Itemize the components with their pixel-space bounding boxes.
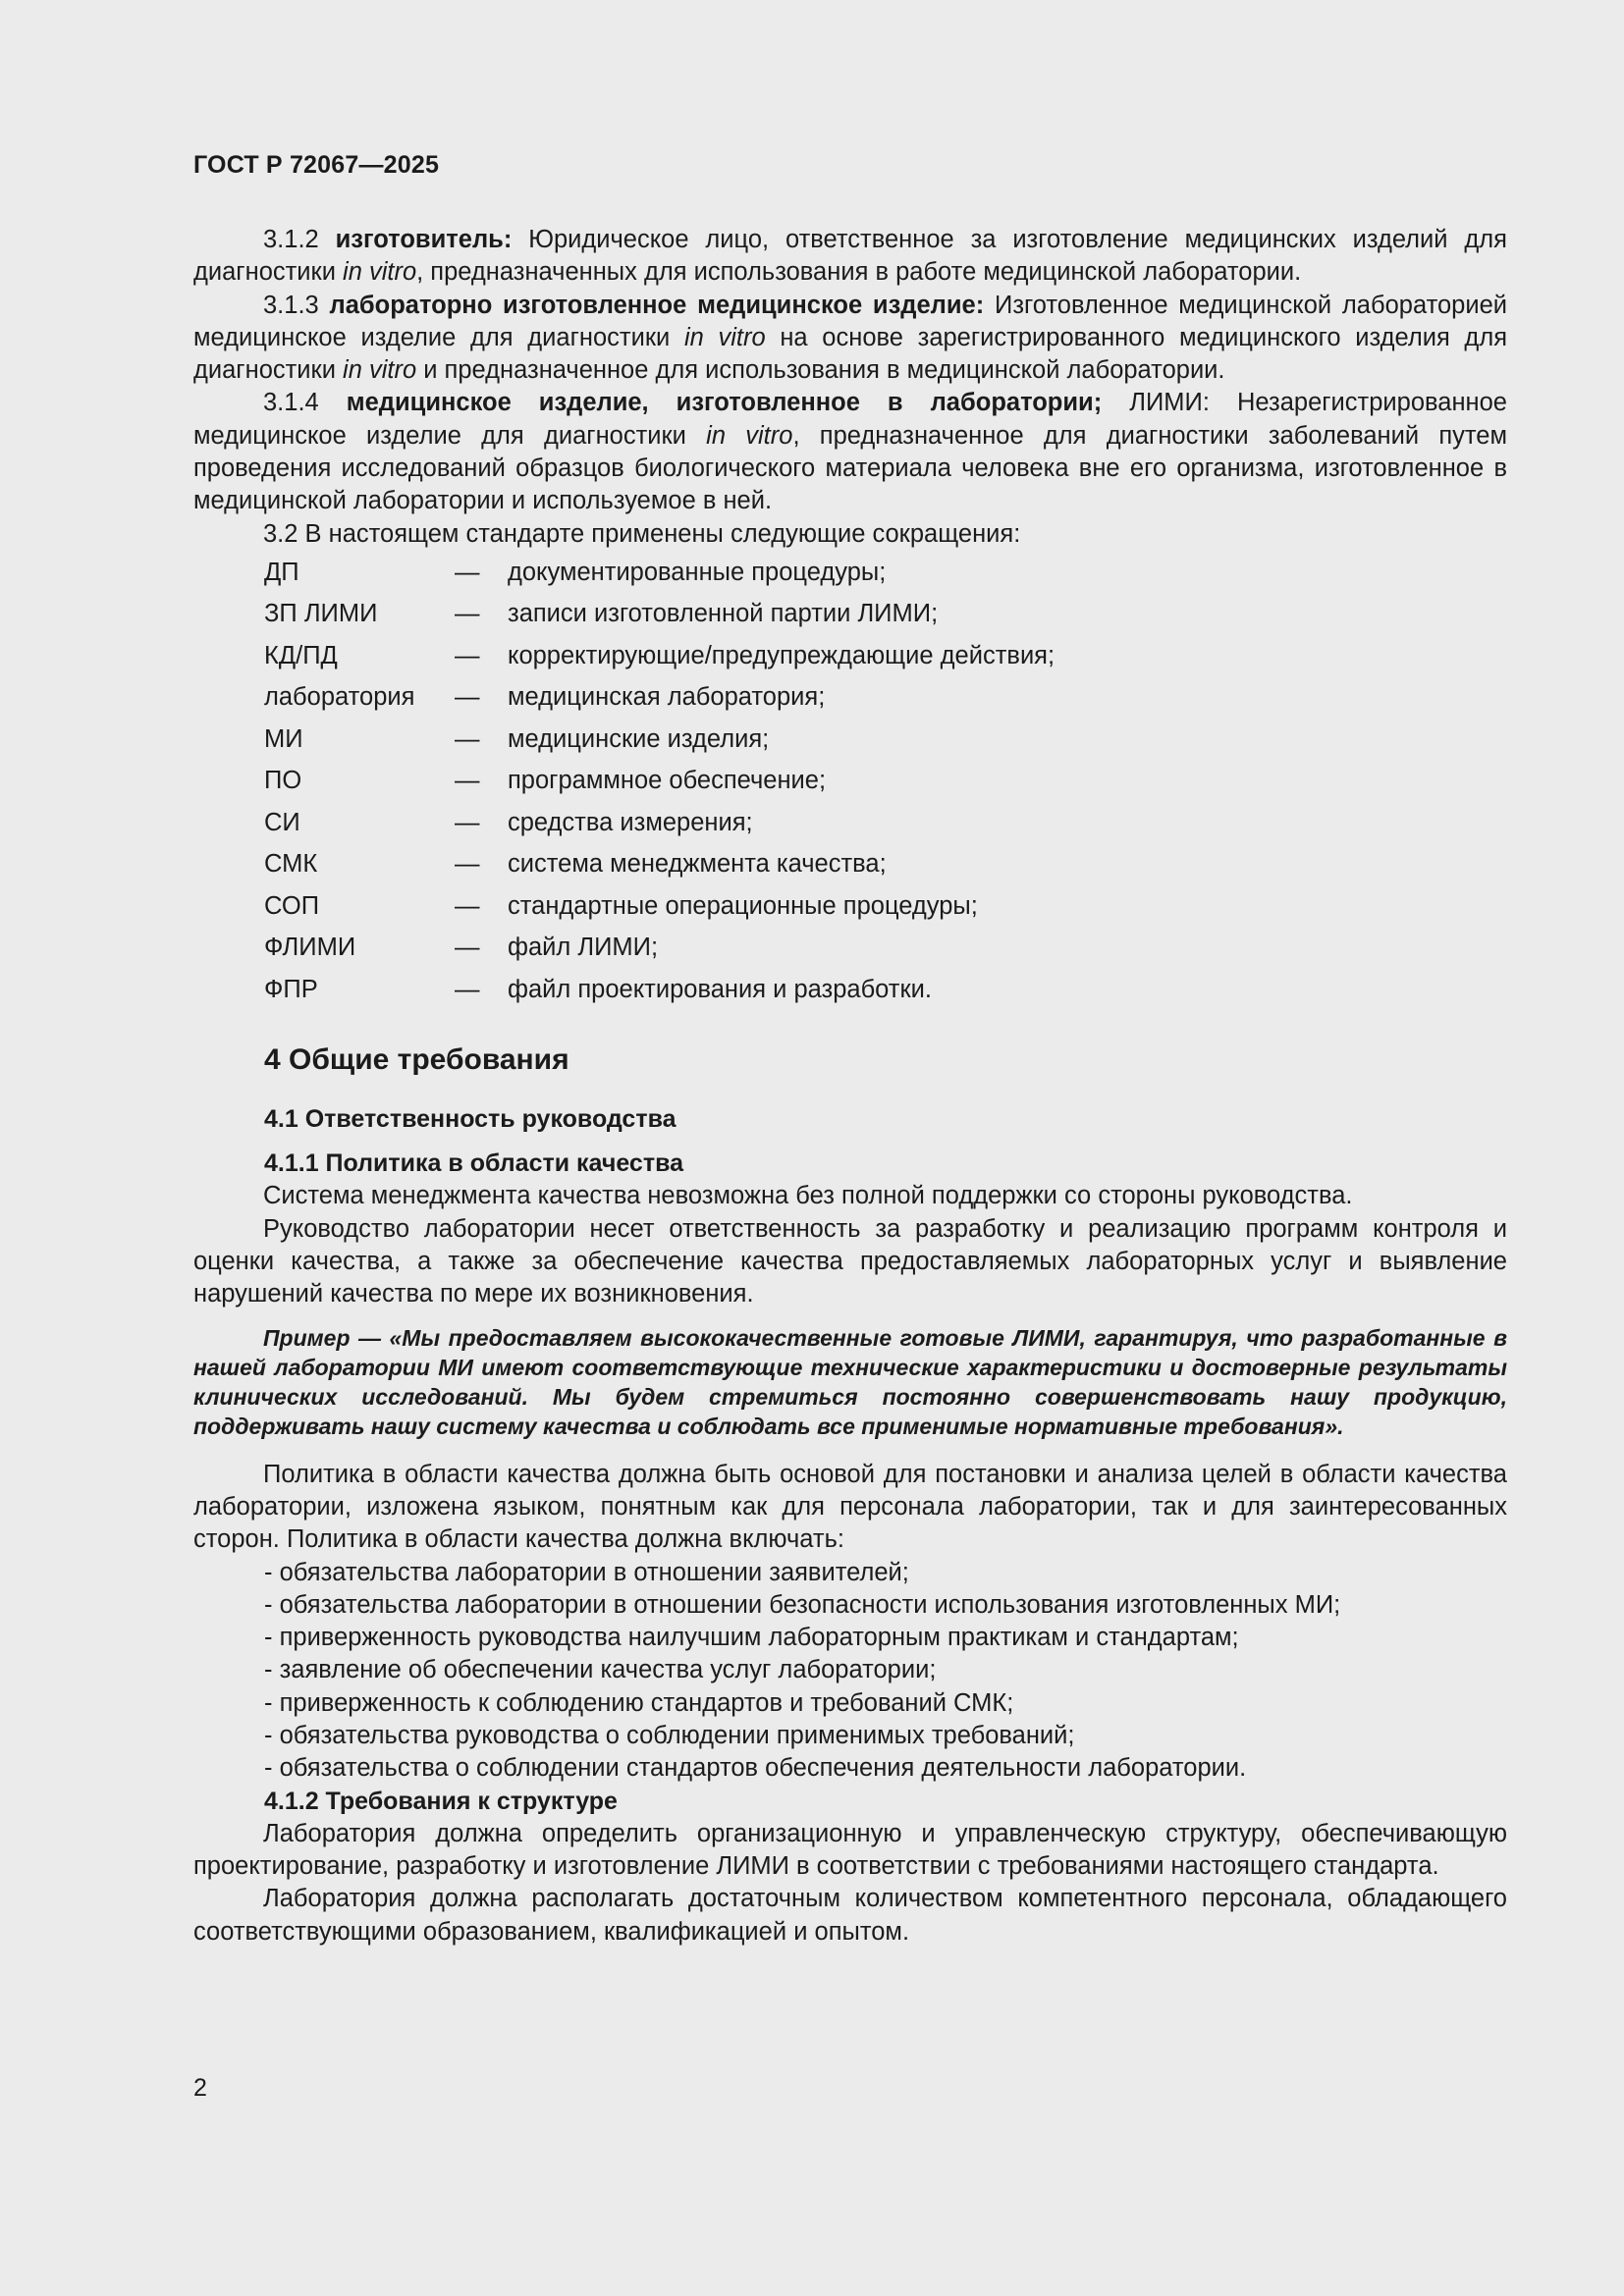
definition-3-1-2: 3.1.2 изготовитель: Юридическое лицо, ответственное за изготовление медицинских изделий для диагностики in vitro, предназначенных для использования в работе медицинской лаборатории.	[193, 226, 1507, 287]
list-item: - обязательства лаборатории в отношении безопасности использования изготовленных МИ;	[264, 1590, 1341, 1619]
abbreviation-definition: файл ЛИМИ;	[508, 934, 659, 962]
list-item: - заявление об обеспечении качества услуг лаборатории;	[264, 1656, 937, 1684]
abbreviation-dash: —	[455, 558, 480, 586]
abbreviation-row	[264, 807, 1507, 849]
section-4-heading: 4 Общие требования	[264, 1043, 569, 1077]
page-number: 2	[193, 2074, 207, 2102]
list-item: - обязательства руководства о соблюдении применимых требований;	[264, 1722, 1075, 1750]
abbreviation-dash: —	[455, 975, 480, 1003]
abbreviation-dash: —	[455, 724, 480, 753]
paragraph: Лаборатория должна располагать достаточным количеством компетентного персонала, обладающего соответствующими образованием, квалификацией и опытом.	[193, 1885, 1507, 1946]
abbreviation-definition: медицинская лаборатория;	[508, 683, 826, 712]
document-body	[193, 224, 1507, 1949]
document-header: ГОСТ Р 72067—2025	[193, 151, 440, 179]
abbreviation-term: ФЛИМИ	[264, 934, 356, 962]
abbreviation-term: ЗП ЛИМИ	[264, 600, 378, 628]
definition-3-1-3: 3.1.3 лабораторно изготовленное медицинское изделие: Изготовленное медицинской лабораторией медицинское изделие для диагностики in vitro на основе зарегистрированного медицинского изделия для диагностики in vitro и предназначенное для использования в медицинской лаборатории.	[193, 291, 1508, 385]
term: медицинское изделие, изготовленное в лаборатории;	[346, 389, 1103, 417]
abbreviation-dash: —	[455, 641, 480, 669]
abbreviation-definition: средства измерения;	[508, 808, 753, 836]
abbreviation-term: лаборатория	[264, 683, 415, 712]
paragraph: Лаборатория должна определить организационную и управленческую структуру, обеспечивающую проектирование, разработку и изготовление ЛИМИ в соответствии с требованиями настоящего стандарта.	[193, 1819, 1507, 1880]
abbreviation-term: МИ	[264, 724, 303, 753]
abbreviation-row	[264, 974, 1507, 1016]
list-item: - обязательства о соблюдении стандартов обеспечения деятельности лаборатории.	[264, 1754, 1247, 1783]
subsection-4-1-heading: 4.1 Ответственность руководства	[264, 1105, 677, 1134]
abbreviation-term: КД/ПД	[264, 641, 338, 669]
abbreviation-dash: —	[455, 808, 480, 836]
abbreviation-definition: записи изготовленной партии ЛИМИ;	[508, 600, 939, 628]
abbreviation-row	[264, 723, 1507, 766]
abbreviation-term: ПО	[264, 767, 302, 795]
abbreviation-row	[264, 681, 1507, 723]
abbreviation-definition: корректирующие/предупреждающие действия;	[508, 641, 1056, 669]
abbreviation-definition: стандартные операционные процедуры;	[508, 891, 978, 920]
abbreviation-definition: система менеджмента качества;	[508, 850, 887, 879]
abbreviation-dash: —	[455, 683, 480, 712]
abbreviation-dash: —	[455, 934, 480, 962]
clause-number: 3.1.4	[263, 389, 319, 417]
paragraph: Политика в области качества должна быть основой для постановки и анализа целей в области качества лаборатории, изложена языком, понятным как для персонала лаборатории, так и для заинтересованных сторон. Политика в области качества должна включать:	[193, 1460, 1507, 1554]
abbreviation-dash: —	[455, 891, 480, 920]
abbreviation-dash: —	[455, 850, 480, 879]
abbreviation-dash: —	[455, 600, 480, 628]
subsection-4-1-2-heading: 4.1.2 Требования к структуре	[264, 1787, 618, 1815]
abbreviation-term: ДП	[264, 558, 299, 586]
subsection-4-1-1-heading: 4.1.1 Политика в области качества	[264, 1149, 684, 1178]
abbreviation-row	[264, 598, 1507, 640]
abbreviation-definition: документированные процедуры;	[508, 558, 887, 586]
paragraph: Система менеджмента качества невозможна без полной поддержки со стороны руководства.	[263, 1182, 1353, 1210]
definition-3-1-4: 3.1.4 медицинское изделие, изготовленное в лаборатории; ЛИМИ: Незарегистрированное медицинское изделие для диагностики in vitro, предназначенное для диагностики заболеваний путем проведения исследований образцов биологического материала человека вне его организма, изготовленное в медицинской лаборатории и используемое в ней.	[193, 389, 1507, 515]
abbreviation-row	[264, 557, 1507, 599]
abbreviation-definition: файл проектирования и разработки.	[508, 975, 932, 1003]
abbreviation-term: СМК	[264, 850, 318, 879]
abbreviations-intro: 3.2 В настоящем стандарте применены следующие сокращения:	[263, 519, 1021, 548]
clause-number: 3.1.2	[263, 226, 319, 253]
list-item: - приверженность к соблюдению стандартов и требований СМК;	[264, 1688, 1014, 1717]
abbreviations-list	[264, 557, 1507, 1016]
list-item: - обязательства лаборатории в отношении заявителей;	[264, 1558, 909, 1586]
abbreviation-definition: программное обеспечение;	[508, 767, 827, 795]
list-item: - приверженность руководства наилучшим лабораторным практикам и стандартам;	[264, 1624, 1239, 1652]
abbreviation-term: СОП	[264, 891, 320, 920]
abbreviation-definition: медицинские изделия;	[508, 724, 770, 753]
abbreviation-row	[264, 640, 1507, 682]
abbreviation-dash: —	[455, 767, 480, 795]
abbreviation-term: ФПР	[264, 975, 318, 1003]
term: лабораторно изготовленное медицинское изделие:	[329, 291, 985, 319]
paragraph: Руководство лаборатории несет ответственность за разработку и реализацию программ контроля и оценки качества, а также за обеспечение качества предоставляемых лабораторных услуг и выявление нарушений качества по мере их возникновения.	[193, 1214, 1507, 1308]
policy-requirements-list	[264, 1557, 1507, 1786]
abbreviation-row	[264, 765, 1507, 807]
example-note: Пример — «Мы предоставляем высококачественные готовые ЛИМИ, гарантируя, что разработанные в нашей лаборатории МИ имеют соответствующие технические характеристики и достоверные результаты клинических исследований. Мы будем стремиться постоянно совершенствовать нашу продукцию, поддерживать нашу систему качества и соблюдать все применимые нормативные требования».	[193, 1324, 1507, 1439]
term: изготовитель:	[335, 226, 513, 253]
clause-number: 3.1.3	[263, 291, 319, 319]
abbreviation-term: СИ	[264, 808, 300, 836]
abbreviation-row	[264, 932, 1507, 974]
abbreviation-row	[264, 890, 1507, 933]
abbreviation-row	[264, 848, 1507, 890]
